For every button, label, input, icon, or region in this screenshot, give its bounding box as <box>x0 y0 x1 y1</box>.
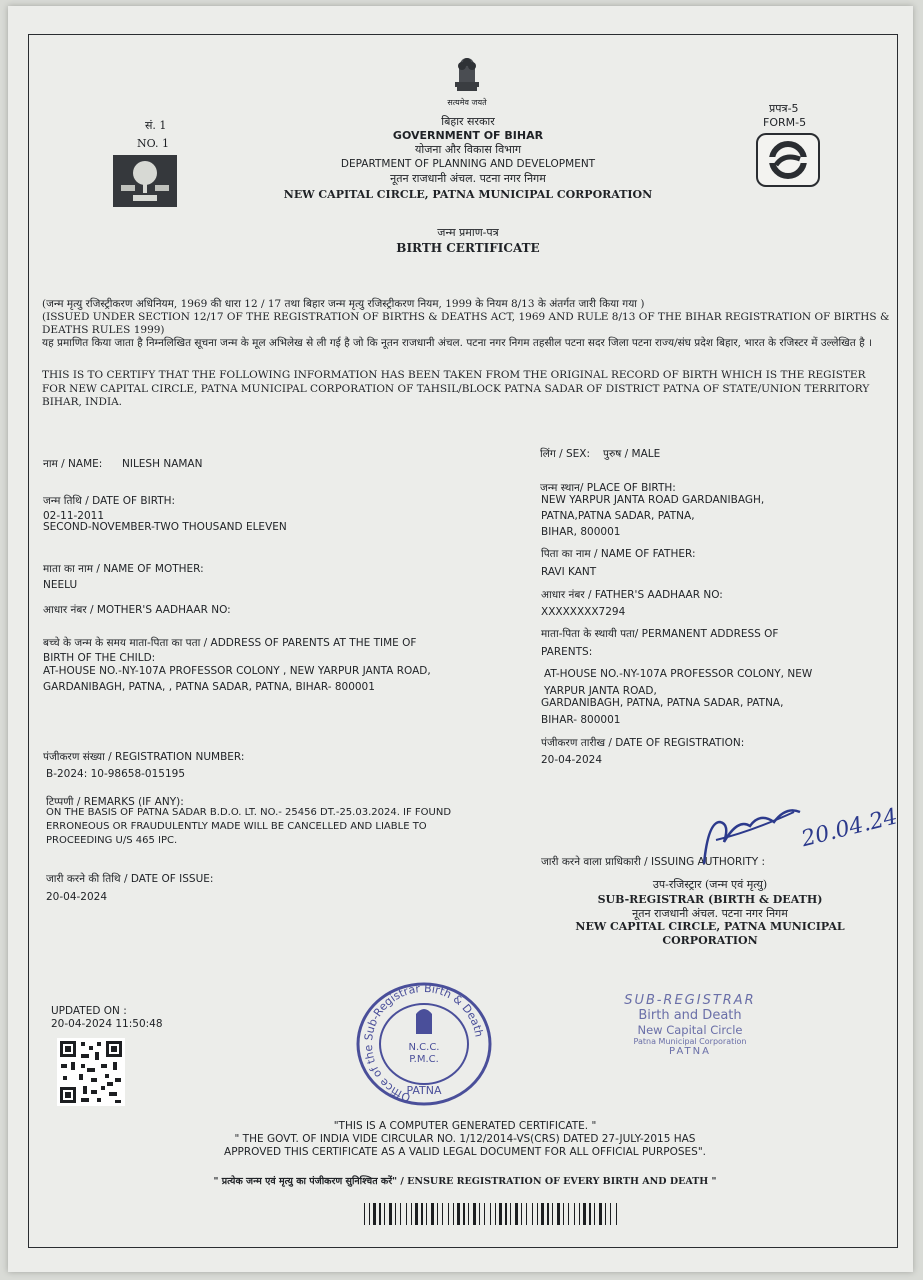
national-emblem-icon <box>447 52 487 102</box>
registration-number-value: B-2024: 10-98658-015195 <box>46 768 186 780</box>
certificate-title-hindi: जन्म प्रमाण-पत्र <box>437 226 499 239</box>
signature-date: 20.04.24 <box>799 804 901 853</box>
issue-date-value: 20-04-2024 <box>46 891 108 903</box>
seal-center-1: N.C.C. <box>408 1042 440 1053</box>
stamp-line-4: Patna Municipal Corporation <box>633 1037 747 1046</box>
serial-number: NO. 1 <box>137 137 169 150</box>
form-number: FORM-5 <box>763 116 807 129</box>
bihar-tree-logo-icon <box>113 155 177 207</box>
name-label: नाम / NAME: <box>43 458 103 470</box>
remarks-line-3: PROCEEDING U/S 465 IPC. <box>46 835 178 846</box>
updated-on-label: UPDATED ON : <box>51 1005 127 1017</box>
seal-ring-text: Office of the Sub-Registrar Birth & Death <box>361 981 486 1105</box>
father-aadhaar-label: आधार नंबर / FATHER'S AADHAAR NO: <box>541 589 723 601</box>
barcode <box>364 1203 619 1225</box>
act-statement-hindi: (जन्म मृत्यु रजिस्ट्रीकरण अधिनियम, 1969 की धारा 12 / 17 तथा बिहार जन्म मृत्यु रजिस्ट्रीकरण नियम, 1999 के नियम 8/13 के अंतर्गत जारी किया गया ) <box>42 298 645 310</box>
circle-hindi: नूतन राजधानी अंचल. पटना नगर निगम <box>390 172 546 185</box>
birth-address-label-2: BIRTH OF THE CHILD: <box>43 652 156 664</box>
birth-address-line-2: GARDANIBAGH, PATNA, , PATNA SADAR, PATNA, BIHAR- 800001 <box>43 681 375 693</box>
father-aadhaar-value: XXXXXXXX7294 <box>541 606 626 618</box>
stamp-line-3: New Capital Circle <box>637 1023 743 1037</box>
father-name-value: RAVI KANT <box>541 566 597 578</box>
authority-circle: NEW CAPITAL CIRCLE, PATNA MUNICIPAL <box>575 920 845 933</box>
sex-value: पुरुष / MALE <box>603 448 661 460</box>
registration-date-value: 20-04-2024 <box>541 754 603 766</box>
certificate-title: BIRTH CERTIFICATE <box>396 241 540 255</box>
crs-logo-icon <box>756 133 820 187</box>
seal-bottom: PATNA <box>406 1084 442 1097</box>
official-seal <box>354 978 494 1108</box>
seal-center-2: P.M.C. <box>409 1054 439 1065</box>
certify-statement-hindi: यह प्रमाणित किया जाता है निम्नलिखित सूचना जन्म के मूल अभिलेख से ली गई है जो कि नूतन राजधानी अंचल. पटना नगर निगम तहसील पटना सदर जिला पटना राज्य/संघ प्रदेश बिहार, भारत के रजिस्टर में उल्लेखित है । <box>42 337 872 349</box>
name-value: NILESH NAMAN <box>122 458 203 470</box>
birth-place-line-3: BIHAR, 800001 <box>541 526 621 538</box>
authority-circle-hindi: नूतन राजधानी अंचल. पटना नगर निगम <box>632 907 788 920</box>
issuing-authority-label: जारी करने वाला प्राधिकारी / ISSUING AUTHORITY : <box>541 856 766 868</box>
sex-label: लिंग / SEX: <box>540 448 590 460</box>
sub-registrar-stamp <box>600 993 780 1073</box>
birth-address-label: बच्चे के जन्म के समय माता-पिता का पता / ADDRESS OF PARENTS AT THE TIME OF <box>43 637 417 649</box>
govt-title: GOVERNMENT OF BIHAR <box>392 129 544 142</box>
permanent-address-line-4: BIHAR- 800001 <box>541 714 621 726</box>
footer-line-3: APPROVED THIS CERTIFICATE AS A VALID LEGAL DOCUMENT FOR ALL OFFICIAL PURPOSES". <box>224 1146 706 1158</box>
birth-address-line-1: AT-HOUSE NO.-NY-107A PROFESSOR COLONY , NEW YARPUR JANTA ROAD, <box>43 665 431 677</box>
govt-hindi: बिहार सरकार <box>441 115 495 128</box>
updated-on-value: 20-04-2024 11:50:48 <box>51 1018 163 1030</box>
dept-hindi: योजना और विकास विभाग <box>414 143 522 156</box>
circle-title: NEW CAPITAL CIRCLE, PATNA MUNICIPAL CORPORATION <box>283 188 653 201</box>
authority-corporation: CORPORATION <box>662 934 758 947</box>
father-name-label: पिता का नाम / NAME OF FATHER: <box>541 548 696 560</box>
stamp-line-2: Birth and Death <box>638 1008 742 1023</box>
serial-hindi: सं. 1 <box>145 119 167 132</box>
permanent-address-label-2: PARENTS: <box>541 646 593 658</box>
registration-date-label: पंजीकरण तारीख / DATE OF REGISTRATION: <box>541 737 745 749</box>
birth-place-label: जन्म स्थान/ PLACE OF BIRTH: <box>540 482 676 494</box>
emblem-motto: सत्यमेव जयते <box>447 98 487 107</box>
footer-line-1: "THIS IS A COMPUTER GENERATED CERTIFICATE. " <box>333 1120 597 1132</box>
dob-label: जन्म तिथि / DATE OF BIRTH: <box>43 495 176 507</box>
birth-place-line-1: NEW YARPUR JANTA ROAD GARDANIBAGH, <box>541 494 765 506</box>
permanent-address-line-3: GARDANIBAGH, PATNA, PATNA SADAR, PATNA, <box>541 697 784 709</box>
permanent-address-line-1: AT-HOUSE NO.-NY-107A PROFESSOR COLONY, NEW <box>544 668 813 680</box>
certify-statement: THIS IS TO CERTIFY THAT THE FOLLOWING INFORMATION HAS BEEN TAKEN FROM THE ORIGINAL RECORD OF BIRTH WHICH IS THE REGISTER FOR NEW CAPITAL CIRCLE, PATNA MUNICIPAL CORPORATION OF TAHSIL/BLOCK PATNA SADAR OF DISTRICT PATNA OF STATE/UNION TERRITORY BIHAR, INDIA. <box>42 369 870 408</box>
remarks-label: टिप्पणी / REMARKS (IF ANY): <box>46 796 184 808</box>
footer-slogan: " प्रत्येक जन्म एवं मृत्यु का पंजीकरण सुनिश्चित करें" / ENSURE REGISTRATION OF EVERY BIRTH AND DEATH " <box>213 1176 717 1187</box>
remarks-line-1: ON THE BASIS OF PATNA SADAR B.D.O. LT. NO.- 25456 DT.-25.03.2024. IF FOUND <box>46 807 452 818</box>
birth-place-line-2: PATNA,PATNA SADAR, PATNA, <box>541 510 695 522</box>
stamp-line-5: PATNA <box>669 1046 711 1057</box>
form-number-hindi: प्रपत्र-5 <box>769 102 799 115</box>
issue-date-label: जारी करने की तिथि / DATE OF ISSUE: <box>46 873 214 885</box>
authority-title: SUB-REGISTRAR (BIRTH & DEATH) <box>597 893 823 906</box>
dept-title: DEPARTMENT OF PLANNING AND DEVELOPMENT <box>340 158 596 170</box>
mother-aadhaar-label: आधार नंबर / MOTHER'S AADHAAR NO: <box>43 604 231 616</box>
registration-number-label: पंजीकरण संख्या / REGISTRATION NUMBER: <box>43 751 245 763</box>
permanent-address-label: माता-पिता के स्थायी पता/ PERMANENT ADDRESS OF <box>541 628 779 640</box>
mother-name-label: माता का नाम / NAME OF MOTHER: <box>43 563 204 575</box>
permanent-address-line-2: YARPUR JANTA ROAD, <box>544 685 657 697</box>
remarks-line-2: ERRONEOUS OR FRAUDULENTLY MADE WILL BE CANCELLED AND LIABLE TO <box>46 821 427 832</box>
mother-name-value: NEELU <box>43 579 78 591</box>
qr-code <box>57 1038 125 1106</box>
authority-hindi: उप-रजिस्ट्रार (जन्म एवं मृत्यु) <box>652 878 768 891</box>
handwritten-signature <box>690 782 901 872</box>
stamp-line-1: SUB-REGISTRAR <box>624 993 756 1008</box>
act-statement: (ISSUED UNDER SECTION 12/17 OF THE REGISTRATION OF BIRTHS & DEATHS ACT, 1969 AND RULE 8/13 OF THE BIHAR REGISTRATION OF BIRTHS & DEATHS RULES 1999) <box>42 311 890 336</box>
dob-words: SECOND-NOVEMBER-TWO THOUSAND ELEVEN <box>43 521 287 533</box>
footer-line-2: " THE GOVT. OF INDIA VIDE CIRCULAR NO. 1/12/2014-VS(CRS) DATED 27-JULY-2015 HAS <box>234 1133 696 1145</box>
dob-value: 02-11-2011 <box>43 510 105 522</box>
